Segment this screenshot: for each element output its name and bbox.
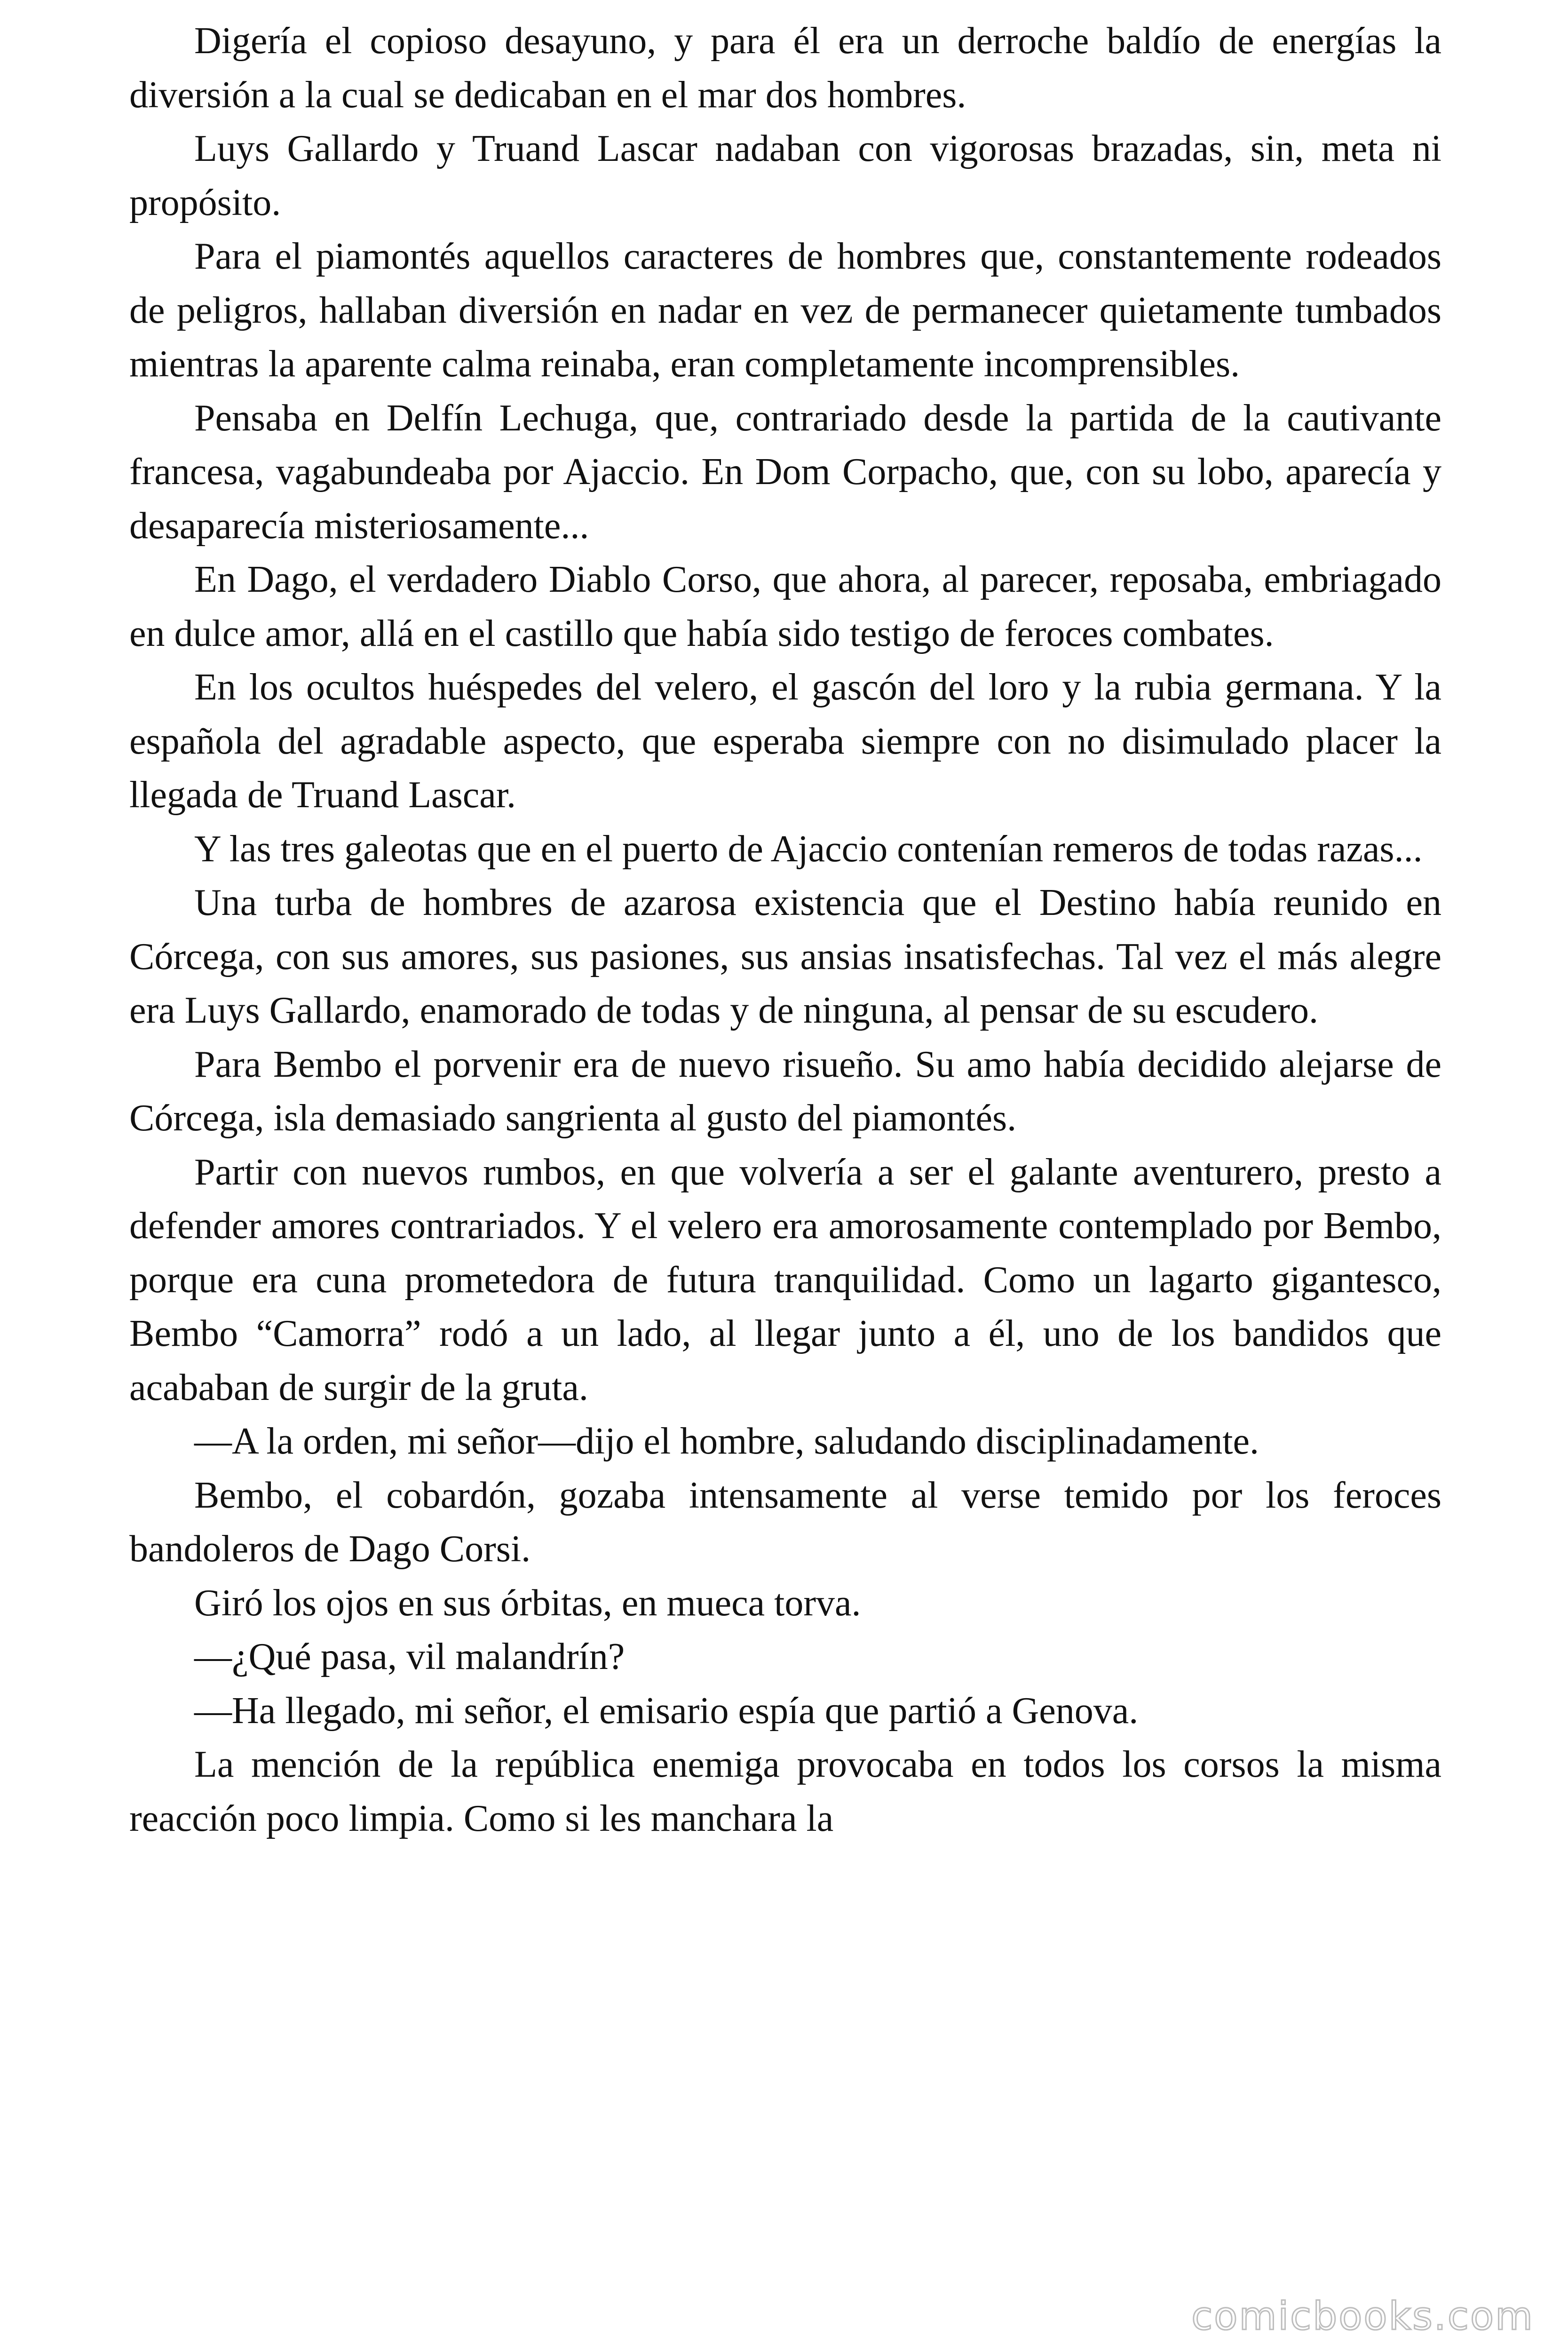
paragraph: —A la orden, mi señor—dijo el hombre, saludando disciplinadamente. [194,1421,1259,1462]
paragraph: Partir con nuevos rumbos, en que volvería a ser el galante aventurero, presto a defender amores contrariados. Y el velero era amorosamente contemplado por Bembo, porque era cuna prometedora de futura tranquilidad. Como un lagarto gigantesco, Bembo “Camorra” rodó a un lado, al llegar junto a él, uno de los bandidos que acababan de surgir de la gruta. [129,1151,1441,1408]
paragraph: La mención de la república enemiga provocaba en todos los corsos la misma reacción poco limpia. Como si les manchara la [129,1744,1441,1839]
paragraph: Una turba de hombres de azarosa existencia que el Destino había reunido en Córcega, con sus amores, sus pasiones, sus ansias insatisfechas. Tal vez el más alegre era Luys Gallardo, enamorado de todas y de ninguna, al pensar de su escudero. [129,882,1441,1031]
paragraph: En Dago, el verdadero Diablo Corso, que ahora, al parecer, reposaba, embriagado en dulce amor, allá en el castillo que había sido testigo de feroces combates. [129,559,1441,654]
paragraph: Para el piamontés aquellos caracteres de hombres que, constantemente rodeados de peligros, hallaban diversión en nadar en vez de permanecer quietamente tumbados mientras la aparente calma reinaba, eran completamente incomprensibles. [129,236,1441,385]
paragraph: En los ocultos huéspedes del velero, el gascón del loro y la rubia germana. Y la española del agradable aspecto, que esperaba siempre con no disimulado placer la llegada de Truand Lascar. [129,667,1441,816]
paragraph: Pensaba en Delfín Lechuga, que, contrariado desde la partida de la cautivante francesa, vagabundeaba por Ajaccio. En Dom Corpacho, que, con su lobo, aparecía y desaparecía misteriosamente... [129,397,1441,547]
paragraph: Digería el copioso desayuno, y para él era un derroche baldío de energías la diversión a la cual se dedicaban en el mar dos hombres. [129,20,1441,116]
paragraph: —¿Qué pasa, vil malandrín? [194,1636,625,1677]
paragraph: —Ha llegado, mi señor, el emisario espía que partió a Genova. [194,1690,1139,1732]
document-page [129,14,1441,1845]
paragraph: Luys Gallardo y Truand Lascar nadaban con vigorosas brazadas, sin, meta ni propósito. [129,128,1441,223]
paragraph: Giró los ojos en sus órbitas, en mueca torva. [194,1582,861,1624]
paragraph: Y las tres galeotas que en el puerto de Ajaccio contenían remeros de todas razas... [194,828,1423,870]
paragraph: Bembo, el cobardón, gozaba intensamente al verse temido por los feroces bandoleros de Dago Corsi. [129,1474,1441,1570]
watermark: comicbooks.com [1191,2294,1534,2339]
paragraph: Para Bembo el porvenir era de nuevo risueño. Su amo había decidido alejarse de Córcega, isla demasiado sangrienta al gusto del piamontés. [129,1043,1441,1139]
